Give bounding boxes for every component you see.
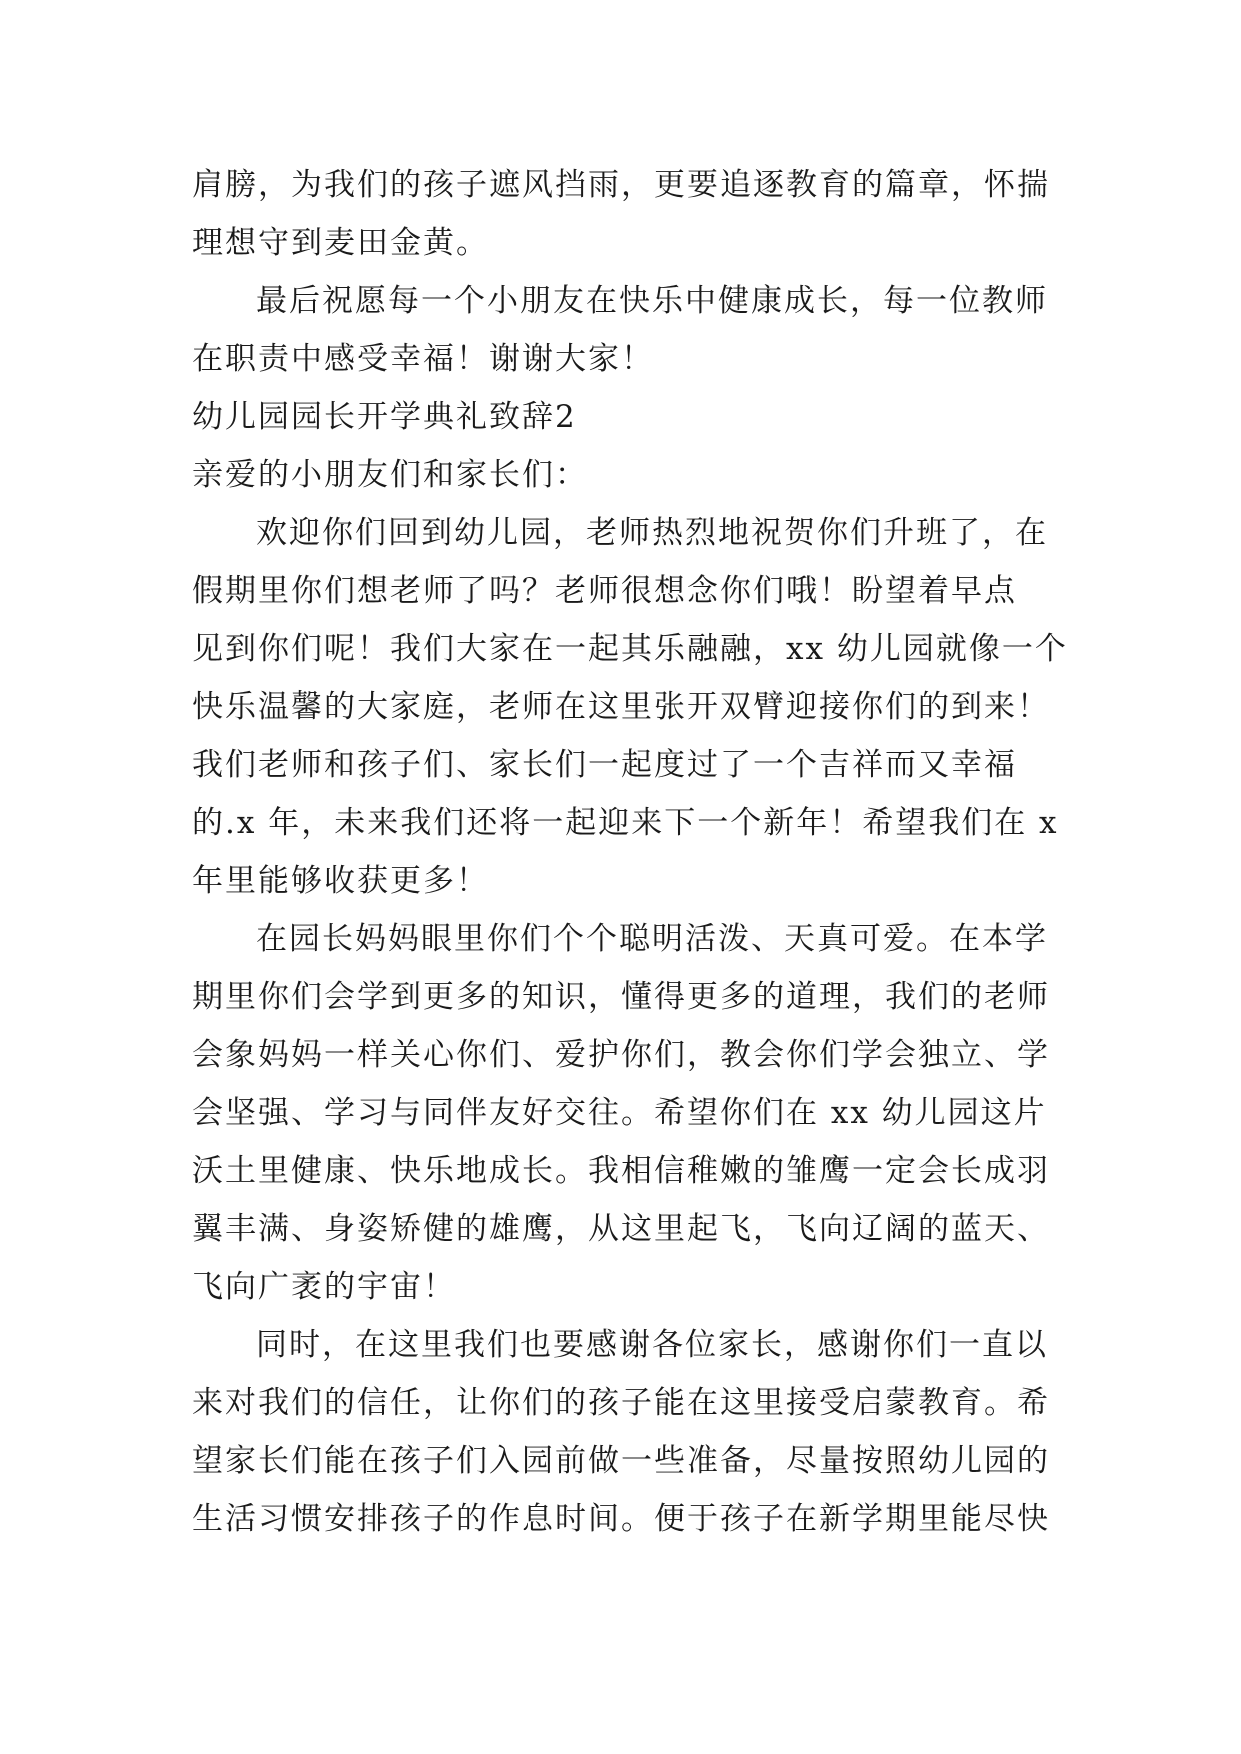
text-line: 最后祝愿每一个小朋友在快乐中健康成长，每一位教师: [256, 283, 1048, 319]
section-heading: 幼儿园园长开学典礼致辞2: [192, 399, 577, 435]
text-line: 望家长们能在孩子们入园前做一些准备，尽量按照幼儿园的: [192, 1443, 1050, 1479]
text-line: 的.x 年，未来我们还将一起迎来下一个新年！希望我们在 x: [192, 805, 1059, 841]
text-line: 肩膀，为我们的孩子遮风挡雨，更要追逐教育的篇章，怀揣: [192, 167, 1050, 203]
text-line: 理想守到麦田金黄。: [192, 225, 489, 261]
text-line: 会坚强、学习与同伴友好交往。希望你们在 xx 幼儿园这片: [192, 1095, 1047, 1131]
text-line: 假期里你们想老师了吗？老师很想念你们哦！盼望着早点: [192, 573, 1017, 609]
text-line: 同时，在这里我们也要感谢各位家长，感谢你们一直以: [256, 1327, 1048, 1363]
text-line: 来对我们的信任，让你们的孩子能在这里接受启蒙教育。希: [192, 1385, 1050, 1421]
text-line: 飞向广袤的宇宙！: [192, 1269, 456, 1305]
document-body: [192, 156, 1068, 1548]
salutation: 亲爱的小朋友们和家长们：: [192, 457, 588, 493]
text-line: 生活习惯安排孩子的作息时间。便于孩子在新学期里能尽快: [192, 1501, 1050, 1537]
text-line: 沃土里健康、快乐地成长。我相信稚嫩的雏鹰一定会长成羽: [192, 1153, 1050, 1189]
text-line: 年里能够收获更多！: [192, 863, 489, 899]
text-line: 欢迎你们回到幼儿园，老师热烈地祝贺你们升班了，在: [256, 515, 1048, 551]
text-line: 期里你们会学到更多的知识，懂得更多的道理，我们的老师: [192, 979, 1050, 1015]
text-line: 快乐温馨的大家庭，老师在这里张开双臂迎接你们的到来！: [192, 689, 1050, 725]
text-line: 会象妈妈一样关心你们、爱护你们，教会你们学会独立、学: [192, 1037, 1050, 1073]
text-line: 翼丰满、身姿矫健的雄鹰，从这里起飞，飞向辽阔的蓝天、: [192, 1211, 1050, 1247]
text-line: 在职责中感受幸福！谢谢大家！: [192, 341, 654, 377]
text-line: 见到你们呢！我们大家在一起其乐融融，xx 幼儿园就像一个: [192, 631, 1068, 667]
text-line: 我们老师和孩子们、家长们一起度过了一个吉祥而又幸福: [192, 747, 1017, 783]
text-line: 在园长妈妈眼里你们个个聪明活泼、天真可爱。在本学: [256, 921, 1048, 957]
